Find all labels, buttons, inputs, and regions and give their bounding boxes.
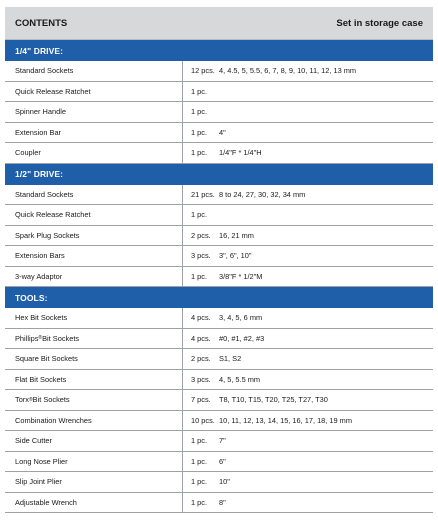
item-name-cell bbox=[5, 82, 183, 102]
quantity-cell bbox=[183, 148, 262, 157]
piece-count: 1 pc. bbox=[191, 107, 208, 117]
quantity-cell bbox=[183, 498, 226, 507]
table-header bbox=[5, 7, 433, 40]
piece-count: 1 pc. bbox=[191, 148, 208, 158]
size-detail: 8 to 24, 27, 30, 32, 34 mm bbox=[219, 189, 306, 199]
quantity-cell bbox=[183, 251, 252, 260]
item-name: Coupler bbox=[15, 148, 41, 158]
size-detail: 4, 4.5, 5, 5.5, 6, 7, 8, 9, 10, 11, 12, 13 mm bbox=[219, 66, 357, 76]
item-name-cell bbox=[5, 267, 183, 287]
piece-count: 1 pc. bbox=[191, 127, 208, 137]
size-detail: 7" bbox=[219, 436, 226, 446]
item-name: Flat Bit Sockets bbox=[15, 374, 67, 384]
table-row bbox=[5, 82, 433, 103]
item-name-cell bbox=[5, 308, 183, 328]
item-name-cell bbox=[5, 349, 183, 369]
size-detail: S1, S2 bbox=[219, 354, 242, 364]
item-name-cell bbox=[5, 431, 183, 451]
item-name: Adjustable Wrench bbox=[15, 497, 77, 507]
contents-table bbox=[5, 7, 433, 513]
piece-count: 1 pc. bbox=[191, 456, 208, 466]
table-body bbox=[5, 40, 433, 513]
item-name: Combination Wrenches bbox=[15, 415, 92, 425]
item-name: 3-way Adaptor bbox=[15, 271, 63, 281]
table-row bbox=[5, 431, 433, 452]
piece-count: 1 pc. bbox=[191, 477, 208, 487]
item-name-cell bbox=[5, 411, 183, 431]
contents-heading: CONTENTS bbox=[15, 17, 68, 29]
quantity-cell bbox=[183, 457, 226, 466]
item-name: Standard Sockets bbox=[15, 189, 74, 199]
piece-count: 10 pcs. bbox=[191, 415, 215, 425]
table-row bbox=[5, 205, 433, 226]
table-row bbox=[5, 493, 433, 514]
piece-count: 1 pc. bbox=[191, 497, 208, 507]
piece-count: 1 pc. bbox=[191, 210, 208, 220]
section-heading: 1/2" DRIVE: bbox=[5, 164, 433, 185]
item-name-cell bbox=[5, 185, 183, 205]
piece-count: 3 pcs. bbox=[191, 374, 211, 384]
item-name: Long Nose Plier bbox=[15, 456, 68, 466]
size-detail: 10" bbox=[219, 477, 230, 487]
item-name-cell bbox=[5, 205, 183, 225]
section-heading: TOOLS: bbox=[5, 287, 433, 308]
item-name-cell bbox=[5, 370, 183, 390]
table-row bbox=[5, 267, 433, 288]
table-row bbox=[5, 329, 433, 350]
item-name-cell bbox=[5, 102, 183, 122]
item-name-cell bbox=[5, 452, 183, 472]
quantity-cell bbox=[183, 436, 226, 445]
item-name-suffix: Bit Sockets bbox=[32, 395, 70, 405]
piece-count: 7 pcs. bbox=[191, 395, 211, 405]
quantity-cell bbox=[183, 272, 262, 281]
item-name-suffix: Bit Sockets bbox=[42, 333, 80, 343]
item-name: Phillips bbox=[15, 333, 39, 343]
table-row bbox=[5, 411, 433, 432]
item-name-cell bbox=[5, 226, 183, 246]
storage-case-note: Set in storage case bbox=[336, 17, 423, 29]
item-name-cell bbox=[5, 123, 183, 143]
size-detail: 16, 21 mm bbox=[219, 230, 254, 240]
item-name: Quick Release Ratchet bbox=[15, 86, 91, 96]
piece-count: 4 pcs. bbox=[191, 313, 211, 323]
item-name: Extension Bar bbox=[15, 127, 62, 137]
item-name: Side Cutter bbox=[15, 436, 52, 446]
table-row bbox=[5, 61, 433, 82]
piece-count: 1 pc. bbox=[191, 86, 208, 96]
table-row bbox=[5, 185, 433, 206]
piece-count: 12 pcs. bbox=[191, 66, 215, 76]
table-row bbox=[5, 452, 433, 473]
item-name: Standard Sockets bbox=[15, 66, 74, 76]
item-name-cell bbox=[5, 472, 183, 492]
quantity-cell bbox=[183, 231, 254, 240]
piece-count: 2 pcs. bbox=[191, 354, 211, 364]
item-name: Spark Plug Sockets bbox=[15, 230, 80, 240]
table-row bbox=[5, 226, 433, 247]
size-detail: 8" bbox=[219, 497, 226, 507]
quantity-cell bbox=[183, 66, 356, 75]
table-row bbox=[5, 390, 433, 411]
item-name: Torx bbox=[15, 395, 29, 405]
piece-count: 21 pcs. bbox=[191, 189, 215, 199]
item-name: Slip Joint Plier bbox=[15, 477, 62, 487]
quantity-cell bbox=[183, 190, 305, 199]
size-detail: 1/4"F * 1/4"H bbox=[219, 148, 262, 158]
quantity-cell bbox=[183, 354, 241, 363]
section-heading: 1/4" DRIVE: bbox=[5, 40, 433, 61]
piece-count: 1 pc. bbox=[191, 271, 208, 281]
table-row bbox=[5, 308, 433, 329]
size-detail: 3", 6", 10" bbox=[219, 251, 252, 261]
size-detail: 3/8"F * 1/2"M bbox=[219, 271, 263, 281]
table-row bbox=[5, 102, 433, 123]
item-name-cell bbox=[5, 61, 183, 81]
item-name: Extension Bars bbox=[15, 251, 65, 261]
quantity-cell bbox=[183, 210, 219, 219]
item-name-cell: Phillips ® Bit Sockets bbox=[5, 329, 183, 349]
quantity-cell bbox=[183, 107, 219, 116]
quantity-cell bbox=[183, 87, 219, 96]
table-row bbox=[5, 370, 433, 391]
size-detail: 4" bbox=[219, 127, 226, 137]
item-name: Square Bit Sockets bbox=[15, 354, 78, 364]
size-detail: T8, T10, T15, T20, T25, T27, T30 bbox=[219, 395, 328, 405]
item-name-cell bbox=[5, 143, 183, 163]
item-name: Spinner Handle bbox=[15, 107, 66, 117]
item-name-cell bbox=[5, 493, 183, 513]
quantity-cell bbox=[183, 313, 262, 322]
quantity-cell bbox=[183, 477, 230, 486]
size-detail: 4, 5, 5.5 mm bbox=[219, 374, 261, 384]
table-row bbox=[5, 349, 433, 370]
size-detail: 10, 11, 12, 13, 14, 15, 16, 17, 18, 19 mm bbox=[219, 415, 352, 425]
size-detail: 3, 4, 5, 6 mm bbox=[219, 313, 263, 323]
piece-count: 4 pcs. bbox=[191, 333, 211, 343]
quantity-cell bbox=[183, 395, 328, 404]
piece-count: 1 pc. bbox=[191, 436, 208, 446]
quantity-cell bbox=[183, 128, 226, 137]
piece-count: 3 pcs. bbox=[191, 251, 211, 261]
table-row bbox=[5, 123, 433, 144]
item-name-cell bbox=[5, 246, 183, 266]
table-row bbox=[5, 143, 433, 164]
item-name: Quick Release Ratchet bbox=[15, 210, 91, 220]
item-name-cell: Torx ® Bit Sockets bbox=[5, 390, 183, 410]
quantity-cell bbox=[183, 416, 352, 425]
quantity-cell bbox=[183, 375, 260, 384]
table-row bbox=[5, 472, 433, 493]
piece-count: 2 pcs. bbox=[191, 230, 211, 240]
size-detail: #0, #1, #2, #3 bbox=[219, 333, 265, 343]
item-name: Hex Bit Sockets bbox=[15, 313, 68, 323]
size-detail: 6" bbox=[219, 456, 226, 466]
table-row bbox=[5, 246, 433, 267]
quantity-cell bbox=[183, 334, 264, 343]
